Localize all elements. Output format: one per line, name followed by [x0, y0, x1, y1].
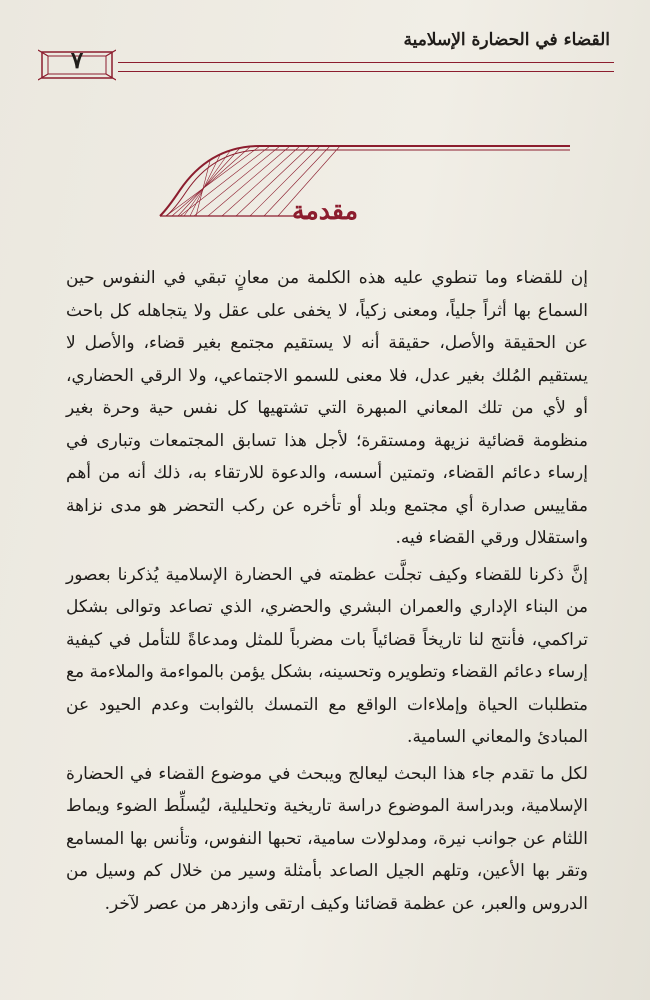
page-number: ٧	[70, 47, 84, 74]
section-heading: مقدمة	[292, 196, 358, 225]
paragraph: إن للقضاء وما تنطوي عليه هذه الكلمة من معانٍ تبقي في النفوس حين السماع بها أثراً جلياً، ومعنى زكياً، لا يخفى على عقل ولا يتجاهله كل باحث عن الحقيقة والأصل، حقيقة أنه لا يستقيم مجتمع بغير قضاء، والأصل لا يستقيم المُلك بغير عدل، فلا معنى للسمو الاجتماعي، ولا الرقي الحضاري، أو لأي من تلك المعاني المبهرة التي تشتهيها كل نفس حية وحرة بغير منظومة قضائية نزيهة ومستقرة؛ لأجل هذا تسابق المجتمعات وتبارى في إرساء دعائم القضاء، وتمتين أسسه، والدعوة للارتقاء به، ذلك أنه من أهم مقاييس صدارة أي مجتمع وبلد أو تأخره عن ركب التحضر هو مدى نزاهة واستقلال ورقي القضاء فيه.	[66, 268, 588, 548]
body-text	[66, 262, 588, 920]
double-rule-lines	[118, 62, 614, 72]
header-rule	[38, 47, 614, 74]
running-header-title: القضاء في الحضارة الإسلامية	[403, 30, 610, 50]
paragraph: لكل ما تقدم جاء هذا البحث ليعالج ويبحث في موضوع القضاء في الحضارة الإسلامية، وبدراسة الموضوع دراسة تاريخية وتحليلية، ليُسلِّط الضوء ويماط اللثام عن جوانب نيرة، ومدلولات سامية، تحبها النفوس، وتأنس بها المسامع وتقر بها الأعين، وتلهم الجيل الصاعد بأمثلة وسير من خلال كم وسيل من الدروس والعبر، عن عظمة قضائنا وكيف ارتقى وازدهر من عصر لآخر.	[66, 763, 588, 914]
paragraph: إنَّ ذكرنا للقضاء وكيف تجلَّت عظمته في الحضارة الإسلامية يُذكرنا بعصور من البناء الإداري والعمران البشري والحضري، الذي تصاعد وتوالى بشكل تراكمي، فأنتج لنا تاريخاً قضائياً بات مضرباً للمثل ومدعاةً للتأمل في كيفية إرساء دعائم القضاء وتطويره وتحسينه، بشكل يؤمن بالمواءمة والملاءمة مع متطلبات الحياة وإملاءات الواقع مع التمسك بالثوابت وعدم الحيود عن المبادئ والمعاني السامية.	[66, 564, 588, 747]
